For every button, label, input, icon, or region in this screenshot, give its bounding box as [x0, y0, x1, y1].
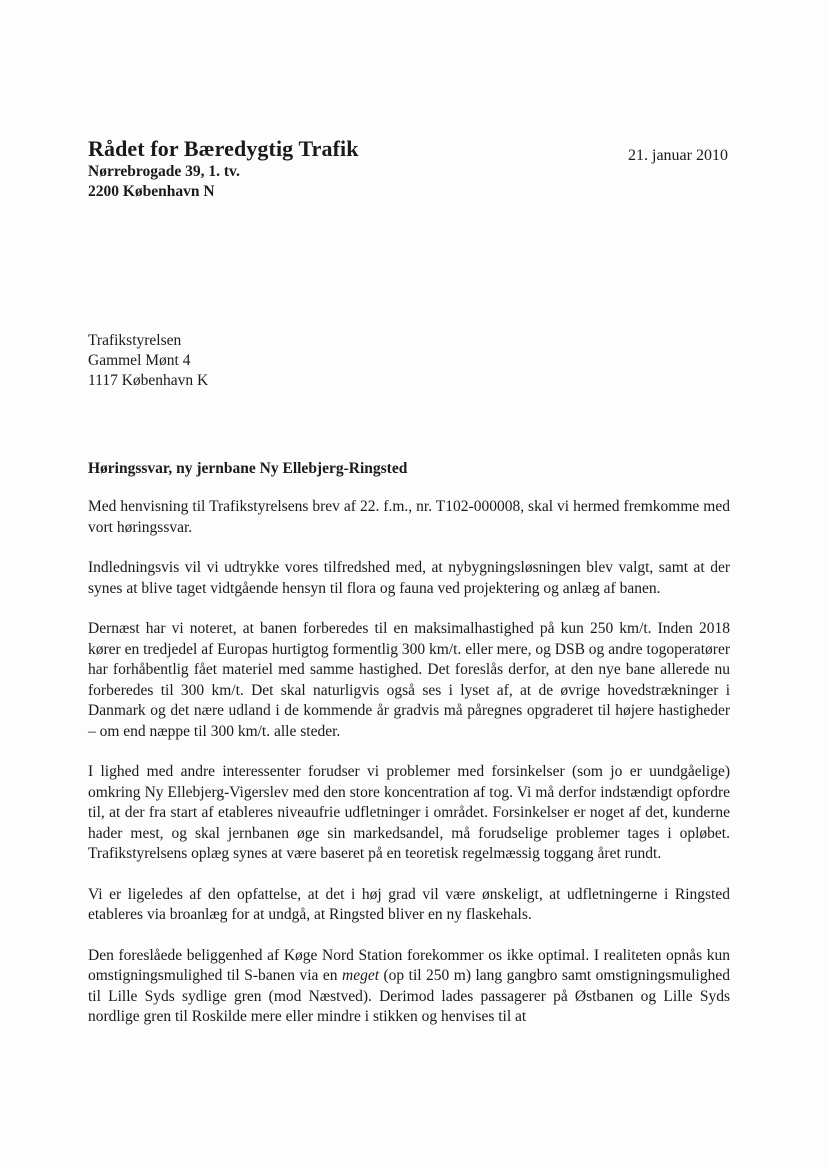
paragraph-6-part-b: (op til 250 m) lang gangbro samt omstigningsmulighed til Lille Syds sydlige gren (mod Næstved). Derimod lades passagerer på Østbanen og Lille Syds nordlige gren til Roskilde mere eller mindre i stikken og henvises til at: [88, 967, 730, 1025]
paragraph-5: Vi er ligeledes af den opfattelse, at det i høj grad vil være ønskeligt, at udfletningerne i Ringsted etableres via broanlæg for at undgå, at Ringsted bliver en ny flaskehals.: [88, 885, 730, 923]
letter-subject: Høringssvar, ny jernbane Ny Ellebjerg-Ringsted: [88, 460, 408, 477]
paragraph-6-part-a: Den foreslåede beliggenhed af Køge Nord Station forekommer os ikke optimal. I realiteten opnås kun omstigningsmulighed til S-banen via en: [88, 946, 730, 984]
sender-city: 2200 København N: [88, 183, 215, 200]
letter-date: 21. januar 2010: [628, 147, 728, 164]
recipient-city: 1117 København K: [88, 372, 209, 389]
recipient-name: Trafikstyrelsen: [88, 332, 182, 349]
paragraph-6-emphasis: meget: [342, 967, 380, 984]
paragraph-6: [88, 946, 730, 1028]
sender-street: Nørrebrogade 39, 1. tv.: [88, 163, 240, 180]
letter-body: [88, 497, 730, 1028]
paragraph-3: Dernæst har vi noteret, at banen forberedes til en maksimalhastighed på kun 250 km/t. Inden 2018 kører en tredjedel af Europas hurtigtog formentlig 300 km/t. eller mere, og DSB og andre togoperatører har forhåbentlig fået materiel med samme hastighed. Det foreslås derfor, at den nye bane allerede nu forberedes til 300 km/t. Det skal naturligvis også ses i lyset af, at de øvrige hovedstrækninger i Danmark og det nære udland i de kommende år gradvis må påregnes opgraderet til højere hastigheder – om end næppe til 300 km/t. alle steder.: [88, 620, 730, 740]
recipient-street: Gammel Mønt 4: [88, 352, 191, 369]
paragraph-4: I lighed med andre interessenter forudser vi problemer med forsinkelser (som jo er uundgåelige) omkring Ny Ellebjerg-Vigerslev med den store koncentration af tog. Vi må derfor indstændigt opfordre til, at der fra start af etableres niveaufrie udfletninger i området. Forsinkelser er noget af det, kunderne hader mest, og skal jernbanen øge sin markedsandel, må forudselige problemer tages i opløbet. Trafikstyrelsens oplæg synes at være baseret på en teoretisk regelmæssig toggang året rundt.: [88, 763, 730, 862]
paragraph-1: Med henvisning til Trafikstyrelsens brev af 22. f.m., nr. T102-000008, skal vi hermed fremkomme med vort høringssvar.: [88, 498, 730, 536]
sender-name: Rådet for Bæredygtig Trafik: [88, 136, 359, 161]
paragraph-2: Indledningsvis vil vi udtrykke vores tilfredshed med, at nybygningsløsningen blev valgt, samt at der synes at blive taget vidtgående hensyn til flora og fauna ved projektering og anlæg af banen.: [88, 559, 730, 597]
recipient-block: [88, 331, 208, 391]
sender-block: [88, 136, 508, 202]
